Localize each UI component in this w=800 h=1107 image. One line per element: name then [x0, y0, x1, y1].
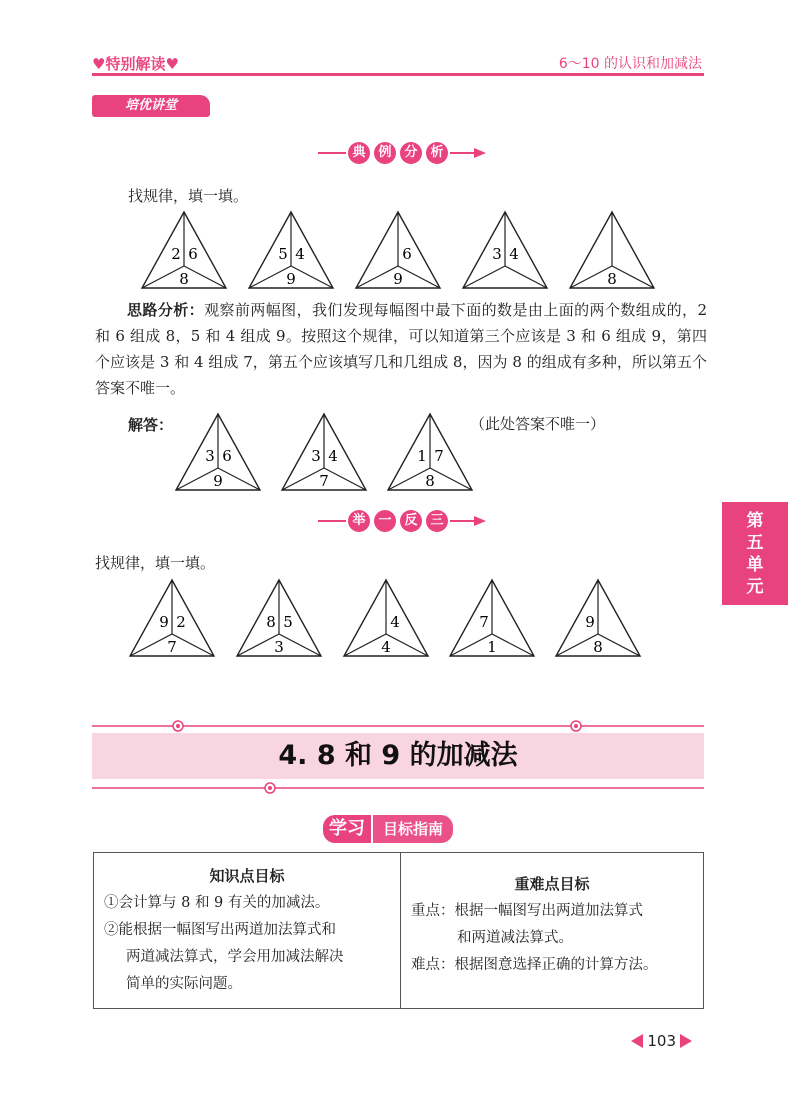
page-prev-arrow-icon	[631, 1034, 643, 1048]
ribbon-char: 三	[426, 510, 448, 532]
triangle-figure	[344, 580, 428, 656]
triangle-left-number: 3	[492, 245, 502, 263]
ribbon-line-right	[450, 152, 474, 154]
triangle-bottom-number: 8	[607, 270, 617, 288]
analysis-label: 思路分析：	[127, 301, 205, 319]
page-number	[631, 1032, 692, 1050]
header-divider	[92, 73, 704, 76]
triangle-figure	[356, 212, 440, 288]
knowledge-goals-cell	[94, 853, 401, 1009]
triangle-figure	[237, 580, 321, 656]
knowledge-goal-item: 两道减法算式，学会用加减法解决	[126, 949, 344, 965]
triangle-right-number: 4	[295, 245, 305, 263]
knowledge-goal-item: ①会计算与 8 和 9 有关的加减法。	[104, 895, 330, 911]
key-goal-item: 和两道减法算式。	[457, 930, 573, 946]
ribbon-arrow-icon	[474, 148, 486, 158]
triangle-right-number: 5	[283, 613, 293, 631]
analysis-paragraph	[95, 297, 707, 401]
triangle-figure	[450, 580, 534, 656]
practice-triangles	[128, 578, 688, 660]
triangle-bottom-number: 8	[593, 638, 603, 656]
side-tab-char: 五	[746, 533, 764, 553]
triangle-figure	[463, 212, 547, 288]
triangle-left-number: 9	[159, 613, 169, 631]
study-badge-part2: 目标指南	[373, 815, 453, 843]
knowledge-goal-item: 简单的实际问题。	[126, 976, 242, 992]
triangle-figure	[176, 414, 260, 490]
triangle-bottom-number: 8	[425, 472, 435, 490]
side-tab-char: 单	[746, 555, 764, 575]
ribbon-char: 一	[374, 510, 396, 532]
ribbon-line-left	[318, 152, 346, 154]
answer-note: （此处答案不唯一）	[470, 415, 606, 433]
key-goals-title: 重难点目标	[514, 875, 590, 893]
key-goal-item: 重点：根据一幅图写出两道加法算式	[411, 903, 643, 919]
ribbon-char: 举	[348, 510, 370, 532]
triangle-bottom-number: 9	[213, 472, 223, 490]
triangle-right-number: 4	[390, 613, 400, 631]
triangle-figure	[556, 580, 640, 656]
page-number-text: 103	[647, 1032, 676, 1050]
ribbon-line-right	[450, 520, 474, 522]
triangle-bottom-number: 4	[381, 638, 391, 656]
triangle-bottom-number: 3	[274, 638, 284, 656]
unit-side-tab	[722, 502, 788, 605]
example-ribbon	[318, 142, 486, 164]
knowledge-goals-title: 知识点目标	[209, 867, 285, 885]
ribbon-char: 典	[348, 142, 370, 164]
triangle-bottom-number: 9	[286, 270, 296, 288]
triangle-left-number: 8	[266, 613, 276, 631]
key-goal-item: 难点：根据图意选择正确的计算方法。	[411, 957, 658, 973]
example-instruction: 找规律，填一填。	[128, 187, 249, 205]
triangle-bottom-number: 9	[393, 270, 403, 288]
practice-instruction: 找规律，填一填。	[95, 554, 216, 572]
triangle-left-number: 7	[479, 613, 489, 631]
study-goal-badge	[323, 815, 453, 843]
triangle-bottom-number: 8	[179, 270, 189, 288]
analysis-text: 观察前两幅图，我们发现每幅图中最下面的数是由上面的两个数组成的，2 和 6 组成 8，5 和 4 组成 9。按照这个规律，可以知道第三个应该是 3 和 6 组成 9，第四个应该是 3 和 4 组成 7，第五个应该填写几和几组成 8，因为 8 的组成有多种，所以第五个答案不唯一。	[95, 301, 707, 397]
triangle-left-number: 5	[278, 245, 288, 263]
practice-ribbon	[318, 510, 486, 532]
triangle-bottom-number: 7	[167, 638, 177, 656]
triangle-right-number: 6	[222, 447, 232, 465]
ribbon-char: 分	[400, 142, 422, 164]
ribbon-char: 例	[374, 142, 396, 164]
key-goals-cell	[401, 853, 704, 1009]
triangle-figure	[282, 414, 366, 490]
header-chapter-title: 6～10 的认识和加减法	[558, 56, 702, 72]
ribbon-arrow-icon	[474, 516, 486, 526]
ribbon-line-left	[318, 520, 346, 522]
side-tab-char: 第	[746, 511, 764, 531]
side-tab-char: 元	[746, 577, 764, 597]
triangle-right-number: 7	[434, 447, 444, 465]
triangle-figure	[142, 212, 226, 288]
triangle-figure	[388, 414, 472, 490]
triangle-left-number: 3	[311, 447, 321, 465]
example-triangles	[140, 210, 660, 292]
triangle-right-number: 4	[509, 245, 519, 263]
triangle-figure	[249, 212, 333, 288]
triangle-right-number: 6	[188, 245, 198, 263]
header-left-title: ♥特别解读♥	[92, 55, 179, 73]
triangle-left-number: 3	[205, 447, 215, 465]
goals-table	[93, 852, 704, 1009]
triangle-bottom-number: 1	[487, 638, 497, 656]
triangle-bottom-number: 7	[319, 472, 329, 490]
section-badge: 培优讲堂	[92, 95, 210, 117]
answer-label: 解答：	[128, 416, 174, 434]
triangle-left-number: 9	[585, 613, 595, 631]
triangle-right-number: 6	[402, 245, 412, 263]
triangle-left-number: 2	[171, 245, 181, 263]
triangle-right-number: 2	[176, 613, 186, 631]
triangle-figure	[570, 212, 654, 288]
study-badge-part1: 学习	[323, 815, 371, 843]
triangle-right-number: 4	[328, 447, 338, 465]
ribbon-char: 析	[426, 142, 448, 164]
page-next-arrow-icon	[680, 1034, 692, 1048]
answer-triangles	[174, 412, 514, 494]
section-title: 4. 8 和 9 的加减法	[278, 740, 518, 771]
triangle-left-number: 1	[417, 447, 427, 465]
triangle-figure	[130, 580, 214, 656]
knowledge-goal-item: ②能根据一幅图写出两道加法算式和	[104, 922, 336, 938]
ribbon-char: 反	[400, 510, 422, 532]
